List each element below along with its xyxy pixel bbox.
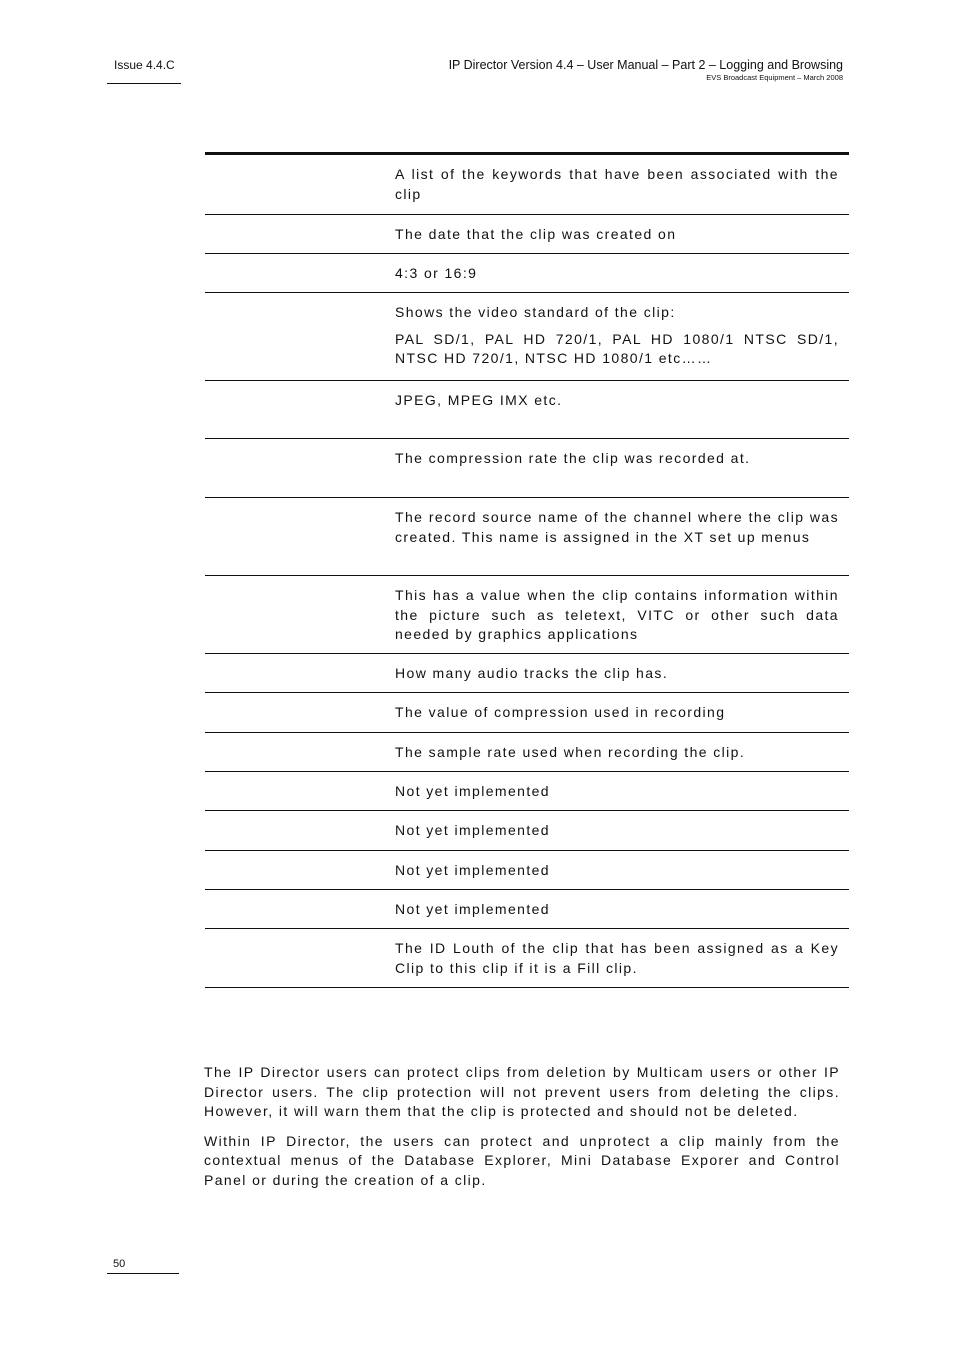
- body-paragraph: The IP Director users can protect clips from deletion by Multicam users or other IP Director users. The clip protection will not prevent users from deleting the clips. However, it will warn them that the clip is protected and should not be deleted.: [204, 1064, 840, 1119]
- description-text: Not yet implemented: [395, 822, 550, 838]
- description-text: Shows the video standard of the clip:: [395, 304, 676, 320]
- description-text: A list of the keywords that have been associated with the clip: [395, 166, 839, 202]
- field-name-cell: [205, 772, 395, 810]
- table-row: [205, 929, 849, 988]
- table-row: [205, 293, 849, 381]
- page-number: 50: [113, 1258, 126, 1270]
- field-name-cell: [205, 929, 395, 987]
- field-description-cell: [395, 772, 839, 810]
- field-name-cell: [205, 693, 395, 732]
- field-name-cell: [205, 498, 395, 575]
- header-left-rule: [107, 83, 181, 84]
- field-name-cell: [205, 851, 395, 889]
- description-text: Not yet implemented: [395, 783, 550, 799]
- table-row: [205, 811, 849, 851]
- field-description-cell: [395, 811, 839, 850]
- table-row: [205, 576, 849, 654]
- description-text: How many audio tracks the clip has.: [395, 665, 669, 681]
- field-description-cell: [395, 890, 839, 928]
- description-text: Not yet implemented: [395, 901, 550, 917]
- field-name-cell: [205, 890, 395, 928]
- header-title: IP Director Version 4.4 – User Manual – Part 2 – Logging and Browsing: [448, 58, 843, 72]
- field-description-cell: [395, 693, 839, 732]
- field-description-cell: [395, 215, 839, 253]
- field-name-cell: [205, 439, 395, 497]
- field-name-cell: [205, 381, 395, 438]
- field-name-cell: [205, 155, 395, 214]
- field-name-cell: [205, 733, 395, 771]
- footer-rule: [107, 1273, 179, 1274]
- header-issue: Issue 4.4.C: [114, 58, 175, 72]
- description-text: The sample rate used when recording the clip.: [395, 744, 746, 760]
- table-row: [205, 381, 849, 439]
- field-name-cell: [205, 654, 395, 692]
- description-text: The record source name of the channel where the clip was created. This name is assigned in the XT set up menus: [395, 509, 839, 545]
- description-text: The ID Louth of the clip that has been assigned as a Key Clip to this clip if it is a Fill clip.: [395, 940, 839, 976]
- field-name-cell: [205, 293, 395, 380]
- field-description-cell: [395, 498, 839, 575]
- table-row: [205, 693, 849, 733]
- description-text: This has a value when the clip contains information within the picture such as teletext, VITC or other such data needed by graphics applications: [395, 587, 839, 642]
- field-name-cell: [205, 254, 395, 292]
- table-row: [205, 254, 849, 293]
- field-description-cell: [395, 654, 839, 692]
- body-paragraph: Within IP Director, the users can protect and unprotect a clip mainly from the contextual menus of the Database Explorer, Mini Database Exporer and Control Panel or during the creation of a clip.: [204, 1132, 840, 1188]
- field-description-cell: [395, 381, 839, 438]
- field-name-cell: [205, 215, 395, 253]
- description-text: Not yet implemented: [395, 862, 550, 878]
- table-row: [205, 733, 849, 772]
- field-name-cell: [205, 811, 395, 850]
- description-text: PAL SD/1, PAL HD 720/1, PAL HD 1080/1 NTSC SD/1, NTSC HD 720/1, NTSC HD 1080/1 etc……: [395, 330, 839, 366]
- field-description-cell: [395, 155, 839, 214]
- field-description-cell: [395, 293, 839, 380]
- table-row: [205, 439, 849, 498]
- field-description-table: [205, 152, 849, 988]
- field-name-cell: [205, 576, 395, 653]
- field-description-cell: [395, 733, 839, 771]
- table-row: [205, 890, 849, 929]
- field-description-cell: [395, 576, 839, 653]
- header-subtitle: EVS Broadcast Equipment – March 2008: [706, 73, 843, 82]
- table-row: [205, 851, 849, 890]
- table-row: [205, 498, 849, 576]
- clip-protection-text: [204, 1063, 840, 1200]
- page-header: [449, 58, 843, 82]
- description-text: 4:3 or 16:9: [395, 265, 478, 281]
- description-text: The date that the clip was created on: [395, 226, 677, 242]
- description-text: The compression rate the clip was recorded at.: [395, 450, 751, 466]
- table-row: [205, 772, 849, 811]
- field-description-cell: [395, 254, 839, 292]
- field-description-cell: [395, 439, 839, 497]
- table-row: [205, 215, 849, 254]
- description-text: The value of compression used in recording: [395, 704, 726, 720]
- table-row: [205, 155, 849, 215]
- table-row: [205, 654, 849, 693]
- field-description-cell: [395, 929, 839, 987]
- description-text: JPEG, MPEG IMX etc.: [395, 392, 563, 408]
- field-description-cell: [395, 851, 839, 889]
